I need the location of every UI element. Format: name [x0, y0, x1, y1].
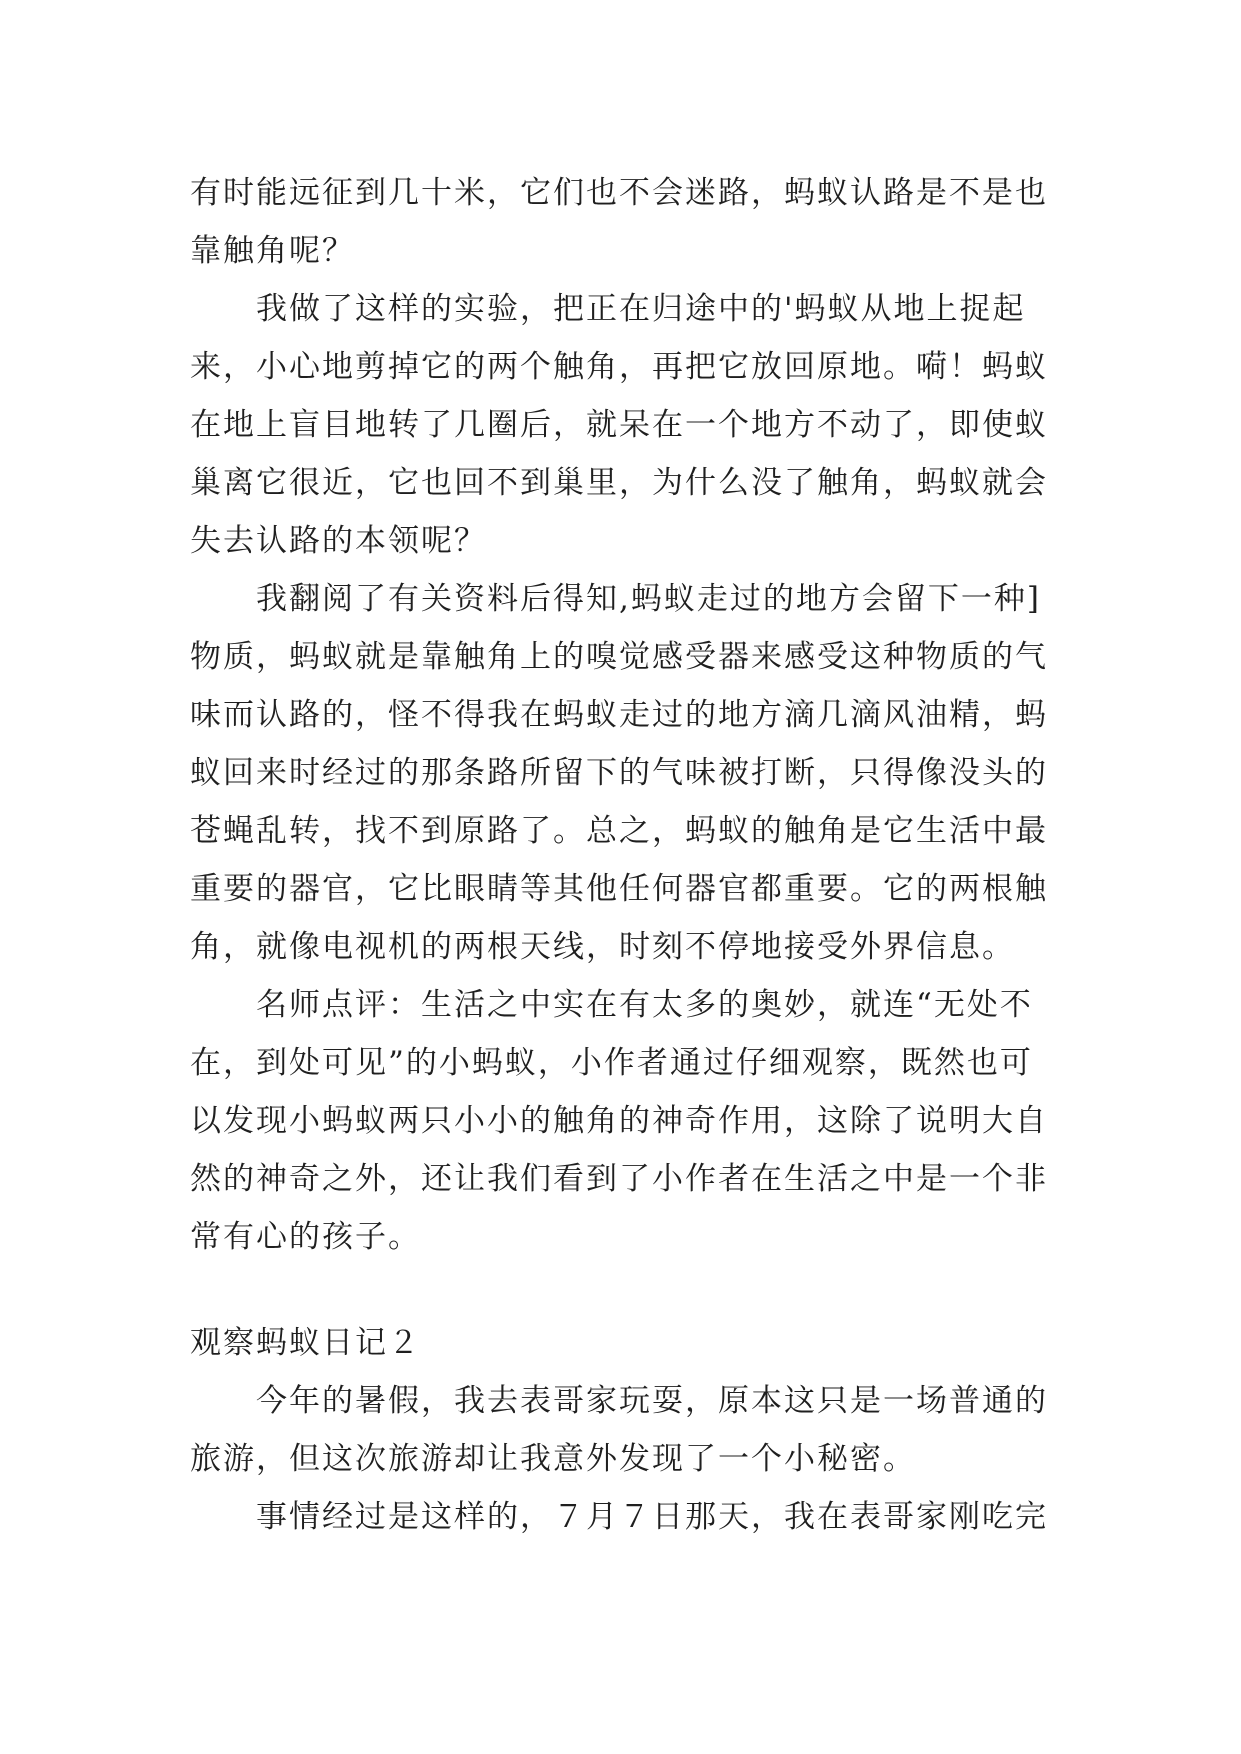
text-line: 在地上盲目地转了几圈后，就呆在一个地方不动了，即使蚁	[190, 407, 1048, 443]
text-line: 物质，蚂蚁就是靠触角上的嗅觉感受器来感受这种物质的气	[190, 639, 1048, 675]
paragraph-1	[190, 164, 1048, 280]
text-line: 巢离它很近，它也回不到巢里，为什么没了触角，蚂蚁就会	[190, 465, 1048, 501]
text-line: 今年的暑假，我去表哥家玩耍，原本这只是一场普通的	[256, 1383, 1048, 1419]
text-line: 然的神奇之外，还让我们看到了小作者在生活之中是一个非	[190, 1161, 1048, 1197]
text-line: 来，小心地剪掉它的两个触角，再把它放回原地。嗬！蚂蚁	[190, 349, 1048, 385]
text-line: 味而认路的，怪不得我在蚂蚁走过的地方滴几滴风油精，蚂	[190, 697, 1048, 733]
section-1-body	[190, 164, 1048, 1266]
paragraph-3	[190, 570, 1048, 976]
text-line: 事情经过是这样的，７月７日那天，我在表哥家刚吃完	[256, 1499, 1048, 1535]
text-line: 角，就像电视机的两根天线，时刻不停地接受外界信息。	[190, 929, 1015, 965]
text-line: 在，到处可见”的小蚂蚁，小作者通过仔细观察，既然也可	[190, 1045, 1033, 1081]
section-2-title: 观察蚂蚁日记２	[190, 1325, 421, 1361]
text-line: 蚁回来时经过的那条路所留下的气味被打断，只得像没头的	[190, 755, 1048, 791]
text-line: 旅游，但这次旅游却让我意外发现了一个小秘密。	[190, 1441, 916, 1477]
paragraph-5	[190, 1372, 1048, 1488]
text-line: 重要的器官，它比眼睛等其他任何器官都重要。它的两根触	[190, 871, 1048, 907]
paragraph-2	[190, 280, 1048, 570]
text-line: 苍蝇乱转，找不到原路了。总之，蚂蚁的触角是它生活中最	[190, 813, 1048, 849]
text-line: 靠触角呢？	[190, 233, 355, 269]
text-line: 以发现小蚂蚁两只小小的触角的神奇作用，这除了说明大自	[190, 1103, 1048, 1139]
text-line: 我做了这样的实验，把正在归途中的'蚂蚁从地上捉起	[256, 291, 1026, 327]
text-line: 常有心的孩子。	[190, 1219, 421, 1255]
text-line: 我翻阅了有关资料后得知,蚂蚁走过的地方会留下一种]	[256, 581, 1041, 617]
text-line: 有时能远征到几十米，它们也不会迷路，蚂蚁认路是不是也	[190, 175, 1048, 211]
paragraph-4-commentary	[190, 976, 1048, 1266]
paragraph-6	[190, 1488, 1048, 1546]
section-2-body	[190, 1372, 1048, 1546]
text-line: 名师点评：生活之中实在有太多的奥妙，就连“无处不	[256, 987, 1033, 1023]
text-line: 失去认路的本领呢？	[190, 523, 487, 559]
